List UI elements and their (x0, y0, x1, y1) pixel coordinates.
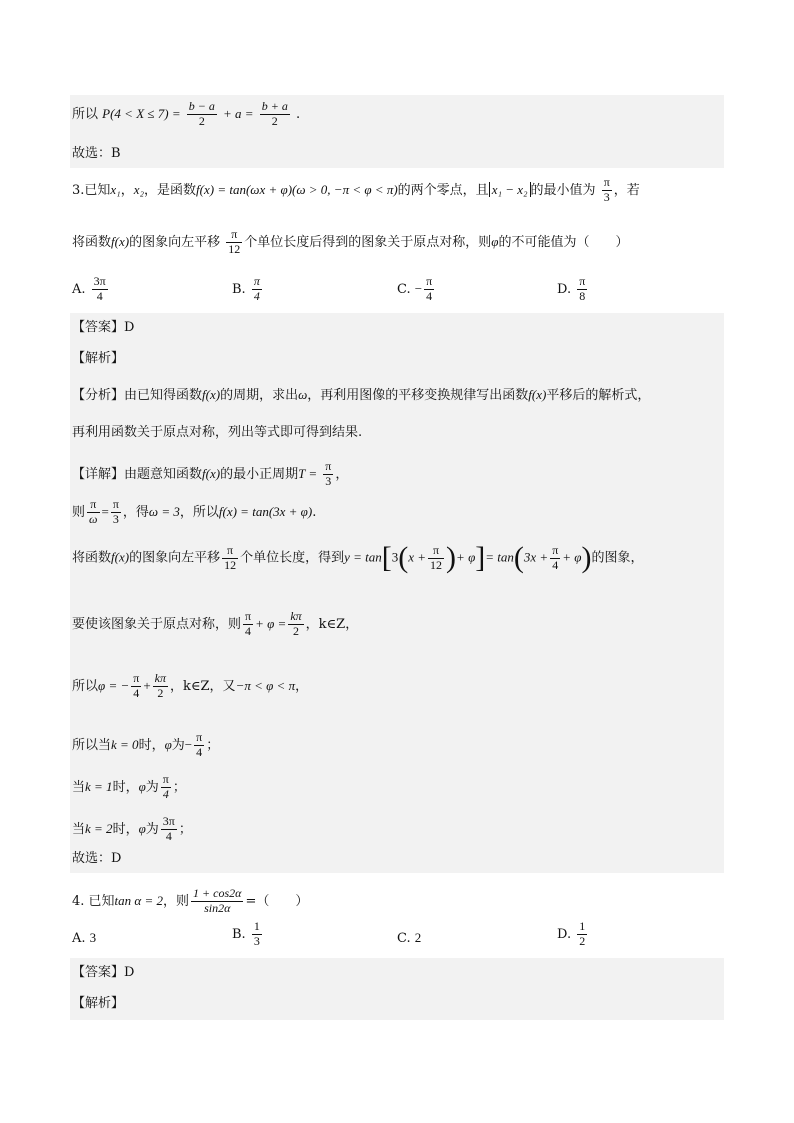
text: 平移后的解析式， (546, 388, 651, 403)
minus-sign: − (414, 280, 423, 296)
answer-line: 【答案】D (72, 320, 135, 335)
right-bracket: ] (475, 541, 486, 574)
fraction (194, 731, 204, 760)
text: 的不可能值为（ ） (498, 234, 629, 250)
shaded-band (70, 958, 724, 988)
text: ， (335, 466, 349, 482)
text: 的周期，求出 (220, 388, 299, 403)
numerator: 1 (579, 919, 586, 933)
numerator: kπ (154, 671, 167, 685)
math-var: φ (164, 736, 172, 752)
math-expr: f(x) (202, 465, 221, 481)
text: 为 (145, 821, 159, 837)
fraction (111, 498, 121, 527)
left-bracket: [ (381, 541, 392, 574)
math-expr: −π < φ < π (235, 677, 296, 693)
fraction (428, 544, 444, 573)
math-expr: + φ (456, 549, 476, 565)
fraction (131, 672, 141, 701)
text: ，k∈Z， (305, 616, 359, 632)
text: 时， (112, 779, 139, 795)
fraction (577, 275, 587, 304)
math-expr: f(x) = tan(ωx + φ)(ω > 0, −π < φ < π) (196, 181, 398, 197)
detail-line8 (72, 815, 192, 844)
detail-line5 (72, 672, 308, 701)
numerator: π (428, 544, 444, 559)
minus-sign: − (184, 736, 193, 752)
math-expr: T = (298, 465, 318, 481)
text: 将函数 (72, 234, 112, 250)
text: 的两个零点，且 (397, 182, 489, 198)
fraction (191, 887, 243, 916)
text: . (312, 504, 317, 520)
text: ，再利用图像的平移变换规律写出函数 (307, 388, 529, 403)
text: 的图象， (591, 550, 644, 566)
text: 4. 已知 (72, 893, 115, 909)
q3-stem-line1 (72, 176, 640, 205)
fraction (323, 460, 333, 489)
denominator: 3 (325, 473, 332, 488)
math-expr: = tan (485, 549, 514, 565)
option-b[interactable] (232, 920, 264, 949)
text: ，k∈Z，又 (170, 678, 236, 694)
fraction (252, 920, 262, 949)
numerator: π (162, 772, 169, 786)
text: 的最小正周期 (220, 466, 299, 482)
analysis-line2: 再利用函数关于原点对称，列出等式即可得到结果. (72, 425, 363, 440)
text: 当 (72, 779, 86, 795)
math-expr: + a = (223, 105, 254, 121)
numerator: π (133, 671, 140, 685)
text: 的图象向左平移 (129, 234, 221, 250)
math-var: x₂ (133, 181, 145, 197)
math-num: 3 (391, 549, 399, 565)
denominator: 4 (253, 288, 260, 303)
text: 要使该图象关于原点对称，则 (72, 616, 242, 632)
text: 的图象向左平移 (129, 550, 221, 566)
numerator: π (196, 730, 203, 744)
text: ，则 (163, 893, 190, 909)
text: 个单位长度后得到的图象关于原点对称，则 (244, 234, 492, 250)
fraction (92, 275, 108, 304)
choice-line: 故选：B (72, 146, 121, 161)
option-a[interactable] (72, 930, 96, 946)
shaded-band (70, 343, 724, 373)
denominator: 8 (579, 288, 586, 303)
text: 时， (112, 821, 139, 837)
text: ， (120, 182, 134, 198)
denominator: 4 (96, 288, 103, 303)
fraction (602, 176, 612, 205)
detail-line2 (72, 498, 316, 527)
option-letter: B. (232, 281, 246, 297)
text: 所以 (72, 106, 99, 122)
math-var: φ (138, 778, 146, 794)
text: . (295, 106, 301, 122)
fraction (187, 100, 217, 129)
text: 的最小值为 (530, 182, 596, 198)
math-expr: y = tan (344, 549, 382, 565)
text: ； (178, 821, 192, 837)
math-var: φ (491, 233, 499, 249)
detail-line7 (72, 773, 186, 802)
option-c[interactable] (397, 930, 421, 946)
math-expr: x + (408, 549, 427, 565)
fraction (288, 610, 303, 639)
math-expr: + φ (562, 549, 582, 565)
numerator: π (253, 274, 260, 288)
numerator: π (245, 609, 252, 623)
detail-line4 (72, 610, 358, 639)
numerator: 1 + cos2α (193, 886, 242, 900)
text: 将函数 (72, 550, 112, 566)
math-expr: ω = 3 (148, 503, 180, 519)
numerator: b + a (261, 99, 288, 113)
math-expr: f(x) = tan(3x + φ) (218, 503, 313, 519)
denominator: ω (89, 511, 98, 526)
numerator: π (87, 498, 99, 513)
fraction (161, 815, 177, 844)
fraction (222, 544, 238, 573)
fraction (550, 544, 560, 573)
equals: = (101, 503, 109, 519)
option-letter: C. (397, 281, 411, 297)
fraction (424, 275, 434, 304)
math-expr: f(x) (111, 549, 130, 565)
text: ，是函数 (144, 182, 197, 198)
denominator: 4 (196, 744, 203, 759)
jiexi-line: 【解析】 (72, 351, 125, 366)
detail-line1 (72, 460, 348, 489)
denominator: 4 (552, 557, 559, 572)
option-b[interactable] (232, 275, 264, 304)
text: 为 (171, 737, 185, 753)
jiexi-line: 【解析】 (72, 996, 125, 1011)
denominator: 12 (228, 241, 241, 256)
option-letter: C. (397, 931, 411, 946)
option-letter: D. (557, 926, 572, 942)
shaded-band (70, 140, 724, 168)
right-paren: ) (581, 541, 592, 574)
math-expr: 3x + (523, 549, 549, 565)
analysis-line1 (72, 388, 650, 402)
fraction (243, 610, 253, 639)
shaded-band (70, 988, 724, 1020)
math-expr: + φ = (255, 615, 287, 631)
fraction (252, 275, 262, 304)
denominator: 4 (165, 828, 172, 843)
numerator: π (112, 497, 119, 511)
shaded-band (70, 845, 724, 873)
choice-line: 故选：D (72, 851, 122, 866)
option-a[interactable] (72, 275, 110, 304)
text: 则 (72, 504, 86, 520)
shaded-band (70, 373, 724, 453)
denominator: 4 (426, 288, 433, 303)
option-d[interactable] (557, 920, 589, 949)
text: 【分析】由已知得函数 (72, 388, 203, 403)
text: 个单位长度，得到 (240, 550, 345, 566)
text: ，若 (613, 182, 640, 198)
numerator: 1 (253, 919, 260, 933)
denominator: 4 (162, 786, 169, 801)
numerator: π (579, 274, 586, 288)
denominator: 2 (579, 933, 586, 948)
math-expr: f(x) (528, 387, 547, 402)
fraction (226, 228, 242, 257)
fraction (577, 920, 587, 949)
denominator: 3 (603, 189, 610, 204)
text: 【详解】由题意知函数 (72, 466, 203, 482)
numerator: kπ (290, 609, 302, 623)
text: ， (295, 678, 309, 694)
probability-line (72, 100, 300, 129)
denominator: 2 (271, 113, 278, 128)
math-abs: x₁ − x₂ (489, 182, 531, 197)
shaded-band (70, 313, 724, 343)
math-expr: f(x) (111, 233, 130, 249)
fraction (87, 498, 99, 527)
plus-sign: + (143, 677, 151, 693)
detail-line3 (72, 543, 644, 573)
denominator: sin2α (204, 900, 231, 915)
answer-line: 【答案】D (72, 965, 135, 980)
numerator: π (222, 544, 238, 559)
left-paren: ( (513, 541, 524, 574)
denominator: 2 (293, 623, 299, 638)
math-expr: P(4 < X ≤ 7) = (102, 105, 181, 121)
option-d[interactable] (557, 275, 589, 304)
text: =（ ） (245, 893, 309, 909)
math-expr: tan α = 2 (114, 892, 164, 908)
q3-stem-line2 (72, 228, 628, 257)
option-letter: B. (232, 926, 246, 942)
denominator: 12 (224, 557, 237, 572)
option-letter: D. (557, 281, 572, 297)
text: ，所以 (179, 504, 219, 520)
fraction (153, 672, 168, 701)
text: 时， (138, 737, 165, 753)
q4-stem (72, 887, 308, 916)
numerator: π (426, 274, 433, 288)
text: 3.已知 (72, 182, 111, 198)
option-letter: A. (72, 931, 86, 946)
math-expr: k = 0 (111, 736, 139, 752)
numerator: π (226, 228, 242, 243)
denominator: 3 (253, 933, 260, 948)
denominator: 12 (430, 557, 443, 572)
option-letter: A. (72, 281, 86, 297)
numerator: π (552, 542, 559, 557)
text: ； (172, 779, 186, 795)
text: 所以当 (72, 737, 112, 753)
text: 为 (145, 779, 159, 795)
denominator: 4 (245, 623, 252, 638)
math-expr: φ = − (98, 677, 130, 693)
option-value: 3 (89, 930, 97, 945)
denominator: 2 (157, 685, 164, 700)
option-c[interactable] (397, 275, 436, 304)
text: 所以 (72, 678, 99, 694)
numerator: π (603, 175, 610, 189)
denominator: 4 (133, 685, 140, 700)
math-expr: f(x) (202, 387, 221, 402)
denominator: 3 (112, 511, 119, 526)
math-expr: k = 2 (85, 820, 113, 836)
denominator: 2 (198, 113, 205, 128)
numerator: 3π (162, 814, 175, 828)
fraction (260, 100, 290, 129)
math-var: ω (298, 387, 308, 402)
numerator: π (325, 459, 332, 473)
numerator: b − a (188, 99, 215, 113)
text: ，得 (122, 504, 149, 520)
option-value: 2 (414, 930, 422, 945)
right-paren: ) (446, 541, 457, 574)
math-expr: k = 1 (85, 778, 113, 794)
text: 当 (72, 821, 86, 837)
detail-line6 (72, 731, 219, 760)
math-var: φ (138, 820, 146, 836)
math-var: x₁ (110, 181, 121, 197)
text: ； (206, 737, 220, 753)
numerator: 3π (93, 274, 106, 288)
fraction (161, 773, 171, 802)
left-paren: ( (398, 541, 409, 574)
